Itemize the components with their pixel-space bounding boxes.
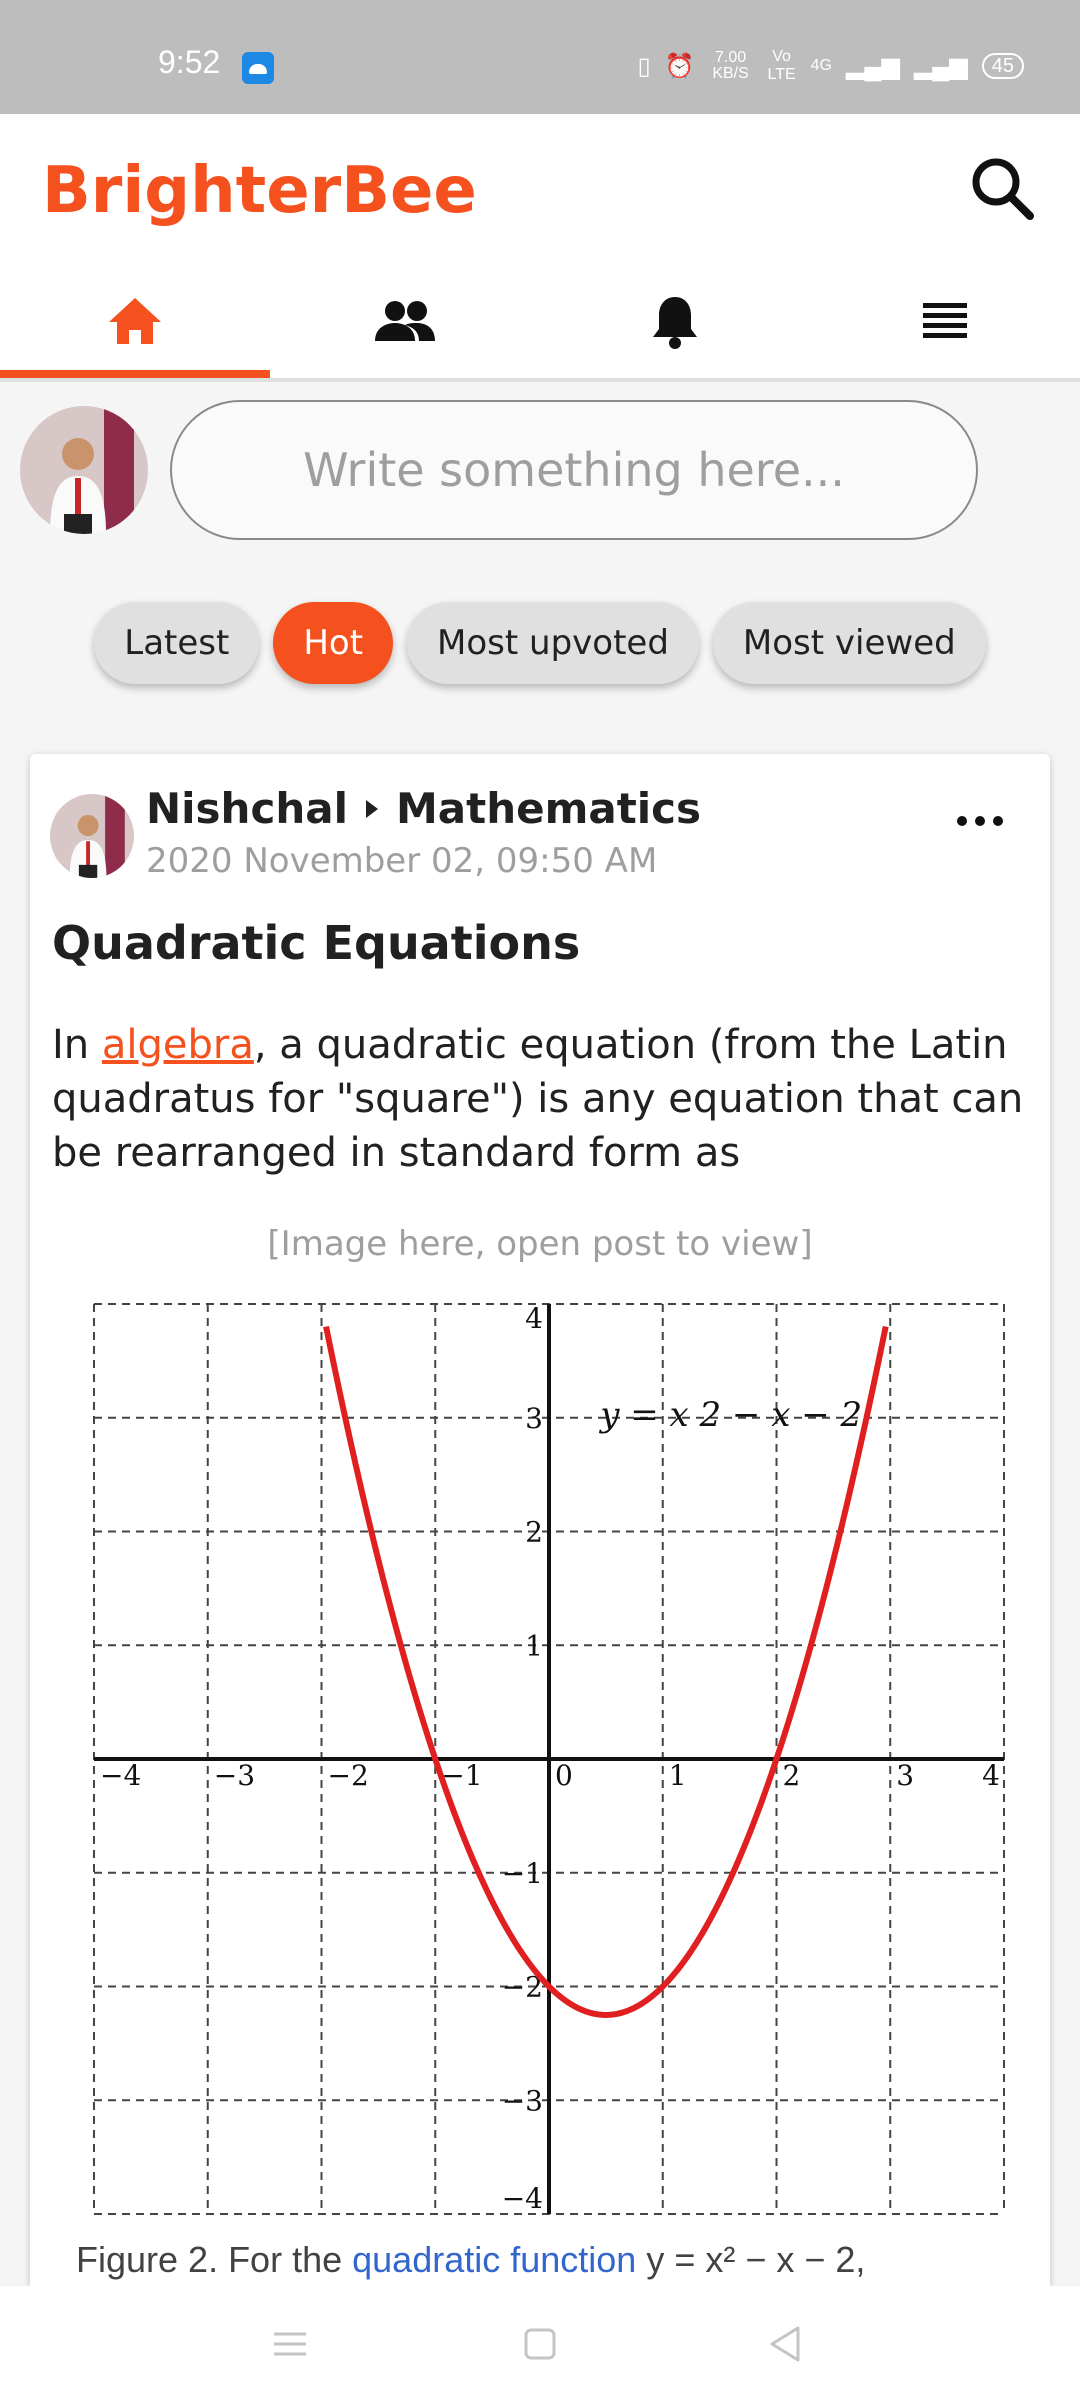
- user-avatar[interactable]: [20, 406, 148, 534]
- composer-input[interactable]: Write something here...: [170, 400, 978, 540]
- tab-home[interactable]: [0, 264, 270, 378]
- caret-right-icon: [364, 798, 380, 820]
- post-body: [52, 1018, 1042, 1180]
- recents-button[interactable]: [268, 2322, 312, 2366]
- signal-icon-2: ▂▄▆: [913, 52, 968, 80]
- x-tick-label: −1: [441, 1759, 483, 1792]
- y-tick-label: −1: [501, 1856, 543, 1890]
- x-tick-label: 0: [555, 1759, 573, 1792]
- x-tick-label: 1: [668, 1759, 687, 1792]
- x-tick-label: −2: [327, 1759, 369, 1792]
- algebra-link[interactable]: algebra: [101, 1022, 254, 1068]
- user-avatar-image: [20, 406, 148, 534]
- net-speed: 7.00 KB/S: [712, 49, 749, 82]
- back-button[interactable]: [764, 2322, 808, 2366]
- alarm-icon: ⏰: [664, 52, 695, 80]
- home-icon: [107, 296, 163, 346]
- post-community[interactable]: Mathematics: [395, 784, 702, 833]
- main-tabs: [0, 264, 1080, 378]
- quadratic-graph[interactable]: [74, 1284, 1024, 2234]
- filter-latest[interactable]: Latest: [94, 602, 259, 684]
- y-tick-label: −4: [501, 2182, 543, 2215]
- bell-icon: [651, 293, 699, 349]
- home-nav-button[interactable]: [518, 2322, 562, 2366]
- app-header: [0, 114, 1080, 378]
- feed-filters: [0, 602, 1080, 684]
- app-logo[interactable]: BrighterBee: [42, 154, 477, 228]
- equation-label: y = x 2 − x − 2: [600, 1394, 863, 1435]
- author-avatar-image: [50, 794, 134, 878]
- tab-notifications[interactable]: [540, 264, 810, 378]
- figure-caption: [76, 2239, 865, 2281]
- post-author[interactable]: Nishchal: [146, 784, 348, 833]
- post-body-prefix: In: [52, 1022, 102, 1068]
- post-meta: [146, 784, 701, 881]
- status-bar: [0, 0, 1080, 114]
- post-author-avatar[interactable]: [50, 794, 134, 878]
- search-icon: [964, 150, 1044, 230]
- tab-menu[interactable]: [810, 264, 1080, 378]
- caption-prefix: Figure 2. For the: [76, 2239, 353, 2280]
- vibrate-icon: ▯: [637, 52, 651, 80]
- tabs-divider: [0, 378, 1080, 382]
- y-tick-label: −3: [501, 2084, 543, 2118]
- tab-community[interactable]: [270, 264, 540, 378]
- post-card[interactable]: [30, 754, 1050, 2354]
- post-more-button[interactable]: [950, 806, 1010, 836]
- more-horiz-icon: [950, 806, 1010, 836]
- post-body-text: , a quadratic equation (from the Latin quadratus for "square") is any equation that can be rearranged in standard form as: [52, 1022, 1024, 1176]
- y-tick-label: −2: [501, 1970, 543, 2004]
- network-type: 4G: [810, 57, 832, 74]
- search-button[interactable]: [964, 150, 1044, 230]
- battery-icon: 45: [982, 53, 1024, 79]
- caption-link[interactable]: quadratic function: [352, 2239, 637, 2280]
- volte-indicator: Vo LTE: [767, 48, 796, 83]
- y-tick-label: 4: [525, 1302, 543, 1335]
- post-title[interactable]: Quadratic Equations: [52, 916, 581, 970]
- y-tick-label: 2: [525, 1515, 543, 1549]
- filter-most-upvoted[interactable]: Most upvoted: [407, 602, 699, 684]
- x-tick-label: 3: [896, 1759, 915, 1792]
- android-notification-icon: [242, 52, 274, 84]
- signal-icon: ▂▄▆: [845, 52, 900, 80]
- post-date: 2020 November 02, 09:50 AM: [146, 841, 658, 881]
- x-tick-label: 4: [982, 1759, 1000, 1792]
- x-tick-label: 2: [782, 1759, 801, 1792]
- post-author-line: [146, 784, 701, 833]
- people-icon: [375, 299, 435, 343]
- menu-icon: [923, 301, 967, 341]
- filter-hot[interactable]: Hot: [273, 602, 393, 684]
- filter-most-viewed[interactable]: Most viewed: [713, 602, 986, 684]
- status-time: 9:52: [158, 44, 221, 80]
- x-tick-label: −3: [213, 1759, 256, 1792]
- system-nav-bar: [0, 2286, 1080, 2400]
- caption-suffix: y = x² − x − 2,: [636, 2239, 866, 2280]
- x-tick-label: −4: [100, 1759, 142, 1792]
- y-tick-label: 3: [525, 1401, 543, 1435]
- y-tick-label: 1: [525, 1629, 543, 1663]
- post-composer: [0, 390, 1080, 550]
- image-placeholder-note: [Image here, open post to view]: [267, 1224, 813, 1264]
- status-icons: [637, 48, 1024, 84]
